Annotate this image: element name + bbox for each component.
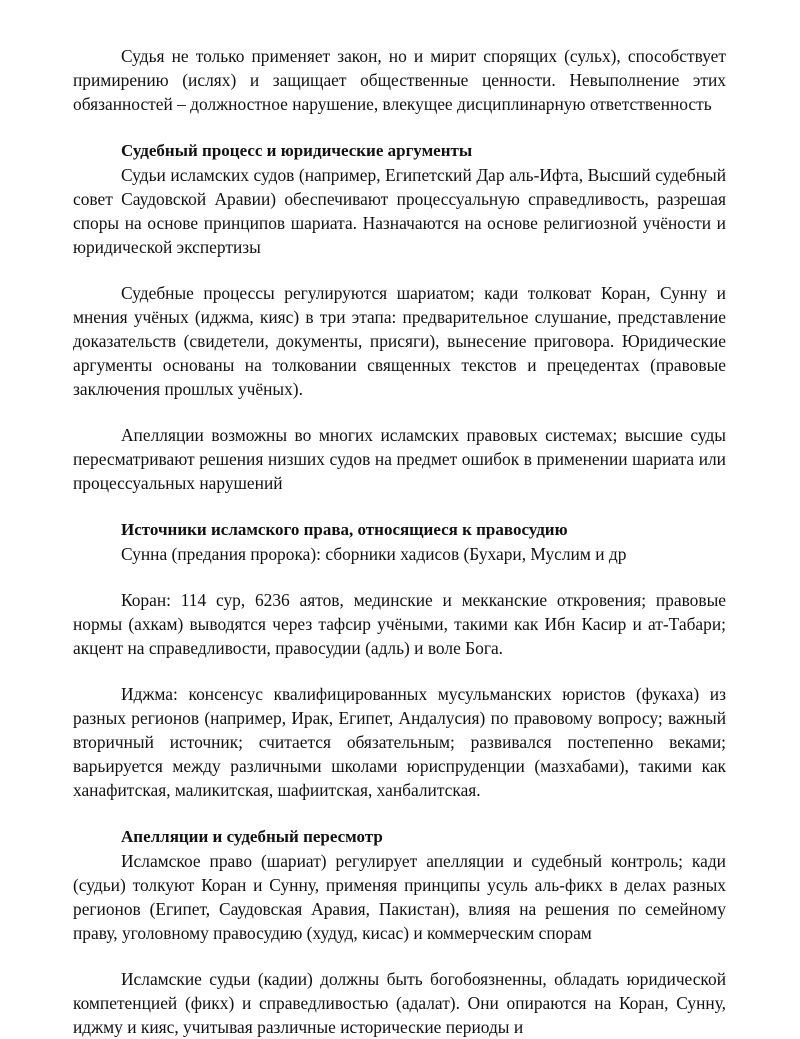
paragraph-quran: Коран: 114 сур, 6236 аятов, мединские и мекканские откровения; правовые нормы (ахкам) выводятся через тафсир учёными, такими как Ибн Касир и ат-Табари; акцент на справедливости, правосудии (адль) и воле Бога. [73,590,726,658]
heading-appeals-review: Апелляции и судебный пересмотр [121,827,383,846]
paragraph-islamic-courts: Судьи исламских судов (например, Египетский Дар аль-Ифта, Высший судебный совет Саудовской Аравии) обеспечивают процессуальную справедливость, разрешая споры на основе принципов шариата. Назначаются на основе религиозной учёности и юридической экспертизы [73,165,726,257]
paragraph-judge-qualities: Исламские судьи (кадии) должны быть богобоязненны, обладать юридической компетенцией (фикх) и справедливостью (адалат). Они опираются на Коран, Сунну, иджму и кияс, учитывая различные исторические периоды и [73,969,726,1037]
document-page [73,44,726,1039]
paragraph-judge-duties: Судья не только применяет закон, но и мирит спорящих (сульх), способствует примирению (ислях) и защищает общественные ценности. Невыполнение этих обязанностей – должностное нарушение, влекущее дисциплинарную ответственность [73,46,726,114]
paragraph-appeals-possible: Апелляции возможны во многих исламских правовых системах; высшие суды пересматривают решения низших судов на предмет ошибок в применении шариата или процессуальных нарушений [73,425,726,493]
paragraph-court-procedure: Судебные процессы регулируются шариатом; кади толковат Коран, Сунну и мнения учёных (иджма, кияс) в три этапа: предварительное слушание, представление доказательств (свидетели, документы, присяги), вынесение приговора. Юридические аргументы основаны на толковании священных текстов и прецедентах (правовые заключения прошлых учёных). [73,283,726,399]
paragraph-sharia-appeals: Исламское право (шариат) регулирует апелляции и судебный контроль; кади (судьи) толкуют Коран и Сунну, применяя принципы усуль аль-фикх в делах разных регионов (Египет, Саудовская Аравия, Пакистан), влияя на решения по семейному праву, уголовному правосудию (худуд, кисас) и коммерческим спорам [73,851,726,943]
paragraph-ijma: Иджма: консенсус квалифицированных мусульманских юристов (фукаха) из разных регионов (например, Ирак, Египет, Андалусия) по правовому вопросу; важный вторичный источник; считается обязательным; развивался постепенно веками; варьируется между различными школами юриспруденции (мазхабами), такими как ханафитская, маликитская, шафиитская, ханбалитская. [73,684,726,800]
heading-sources-of-law: Источники исламского права, относящиеся к правосудию [121,520,568,539]
paragraph-sunnah: Сунна (предания пророка): сборники хадисов (Бухари, Муслим и др [121,544,627,564]
heading-judicial-process: Судебный процесс и юридические аргументы [121,141,473,160]
